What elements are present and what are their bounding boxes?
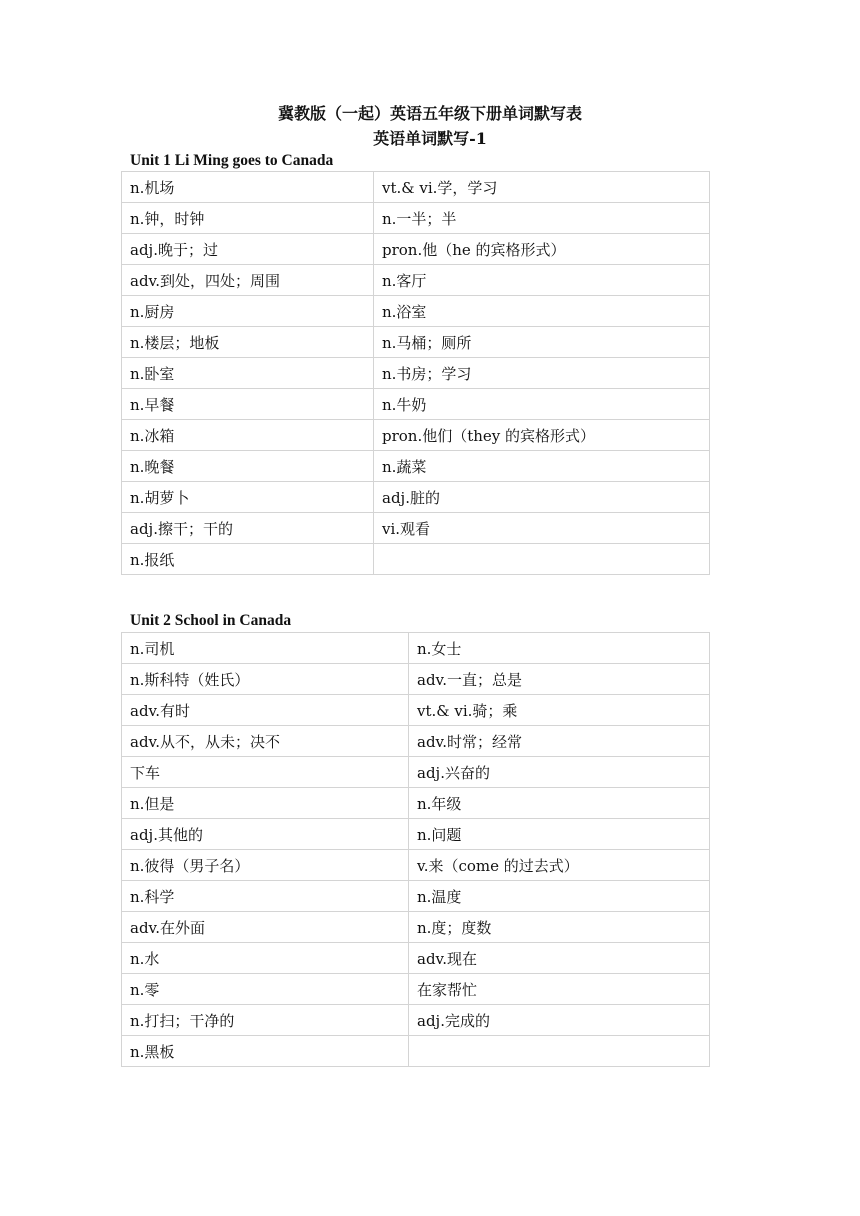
- table-row: [122, 234, 710, 265]
- vocab-cell-left: n.水: [122, 943, 409, 974]
- unit2-table-body: [122, 633, 710, 1067]
- vocab-cell-right: n.书房；学习: [374, 358, 710, 389]
- vocab-cell-right: n.问题: [409, 819, 710, 850]
- vocab-cell-left: n.早餐: [122, 389, 374, 420]
- table-row: [122, 1036, 710, 1067]
- vocab-cell-left: adj.擦干；干的: [122, 513, 374, 544]
- vocab-cell-right: [409, 1036, 710, 1067]
- vocab-cell-right: vt.& vi.骑；乘: [409, 695, 710, 726]
- vocab-cell-left: 下车: [122, 757, 409, 788]
- table-row: [122, 451, 710, 482]
- document-title: 冀教版（一起）英语五年级下册单词默写表: [277, 104, 582, 123]
- vocab-cell-left: n.机场: [122, 172, 374, 203]
- vocab-cell-left: n.钟，时钟: [122, 203, 374, 234]
- vocab-cell-right: [374, 544, 710, 575]
- vocab-cell-left: adv.从不，从未；决不: [122, 726, 409, 757]
- vocab-cell-left: n.科学: [122, 881, 409, 912]
- vocab-cell-left: adj.其他的: [122, 819, 409, 850]
- vocab-cell-right: n.一半；半: [374, 203, 710, 234]
- vocab-cell-left: n.楼层；地板: [122, 327, 374, 358]
- table-row: [122, 513, 710, 544]
- table-row: [122, 1005, 710, 1036]
- vocab-cell-left: n.报纸: [122, 544, 374, 575]
- unit1-table-body: [122, 172, 710, 575]
- vocab-cell-left: n.但是: [122, 788, 409, 819]
- table-row: [122, 695, 710, 726]
- vocab-cell-right: adj.兴奋的: [409, 757, 710, 788]
- table-row: [122, 912, 710, 943]
- table-row: [122, 172, 710, 203]
- vocab-cell-left: adv.有时: [122, 695, 409, 726]
- unit2-heading: Unit 2 School in Canada: [130, 612, 292, 629]
- table-row: [122, 943, 710, 974]
- vocab-cell-left: n.黑板: [122, 1036, 409, 1067]
- table-row: [122, 420, 710, 451]
- vocab-cell-right: v.来（come 的过去式）: [409, 850, 710, 881]
- vocab-cell-right: vi.观看: [374, 513, 710, 544]
- vocab-cell-right: n.客厅: [374, 265, 710, 296]
- table-row: [122, 203, 710, 234]
- table-row: [122, 726, 710, 757]
- vocab-cell-right: n.浴室: [374, 296, 710, 327]
- vocab-cell-left: n.斯科特（姓氏）: [122, 664, 409, 695]
- vocab-cell-right: n.马桶；厕所: [374, 327, 710, 358]
- table-row: [122, 974, 710, 1005]
- vocab-cell-right: n.度；度数: [409, 912, 710, 943]
- table-row: [122, 633, 710, 664]
- table-row: [122, 327, 710, 358]
- unit1-vocab-table: [121, 171, 710, 575]
- vocab-cell-right: vt.& vi.学，学习: [374, 172, 710, 203]
- vocab-cell-right: n.温度: [409, 881, 710, 912]
- table-row: [122, 881, 710, 912]
- vocab-cell-left: n.冰箱: [122, 420, 374, 451]
- table-row: [122, 819, 710, 850]
- vocab-cell-left: n.零: [122, 974, 409, 1005]
- vocab-cell-left: n.卧室: [122, 358, 374, 389]
- vocab-cell-left: n.胡萝卜: [122, 482, 374, 513]
- vocab-cell-right: n.牛奶: [374, 389, 710, 420]
- table-row: [122, 757, 710, 788]
- vocab-cell-right: adv.一直；总是: [409, 664, 710, 695]
- vocab-cell-left: adv.到处，四处；周围: [122, 265, 374, 296]
- vocab-cell-right: adj.完成的: [409, 1005, 710, 1036]
- document-subtitle: 英语单词默写-1: [373, 129, 487, 148]
- vocab-cell-right: pron.他（he 的宾格形式）: [374, 234, 710, 265]
- vocab-cell-left: n.司机: [122, 633, 409, 664]
- vocab-cell-left: adj.晚于；过: [122, 234, 374, 265]
- table-row: [122, 850, 710, 881]
- vocab-cell-right: adv.时常；经常: [409, 726, 710, 757]
- vocab-cell-right: n.女士: [409, 633, 710, 664]
- table-row: [122, 296, 710, 327]
- vocab-cell-left: n.打扫；干净的: [122, 1005, 409, 1036]
- vocab-cell-right: n.蔬菜: [374, 451, 710, 482]
- vocab-cell-left: n.厨房: [122, 296, 374, 327]
- table-row: [122, 358, 710, 389]
- unit1-heading: Unit 1 Li Ming goes to Canada: [130, 152, 334, 169]
- table-row: [122, 265, 710, 296]
- vocab-cell-right: pron.他们（they 的宾格形式）: [374, 420, 710, 451]
- table-row: [122, 544, 710, 575]
- table-row: [122, 664, 710, 695]
- vocab-cell-right: adv.现在: [409, 943, 710, 974]
- unit2-vocab-table: [121, 632, 710, 1067]
- vocab-cell-right: 在家帮忙: [409, 974, 710, 1005]
- vocab-cell-right: adj.脏的: [374, 482, 710, 513]
- vocab-cell-right: n.年级: [409, 788, 710, 819]
- vocab-cell-left: adv.在外面: [122, 912, 409, 943]
- vocab-cell-left: n.晚餐: [122, 451, 374, 482]
- table-row: [122, 482, 710, 513]
- vocab-cell-left: n.彼得（男子名）: [122, 850, 409, 881]
- table-row: [122, 788, 710, 819]
- table-row: [122, 389, 710, 420]
